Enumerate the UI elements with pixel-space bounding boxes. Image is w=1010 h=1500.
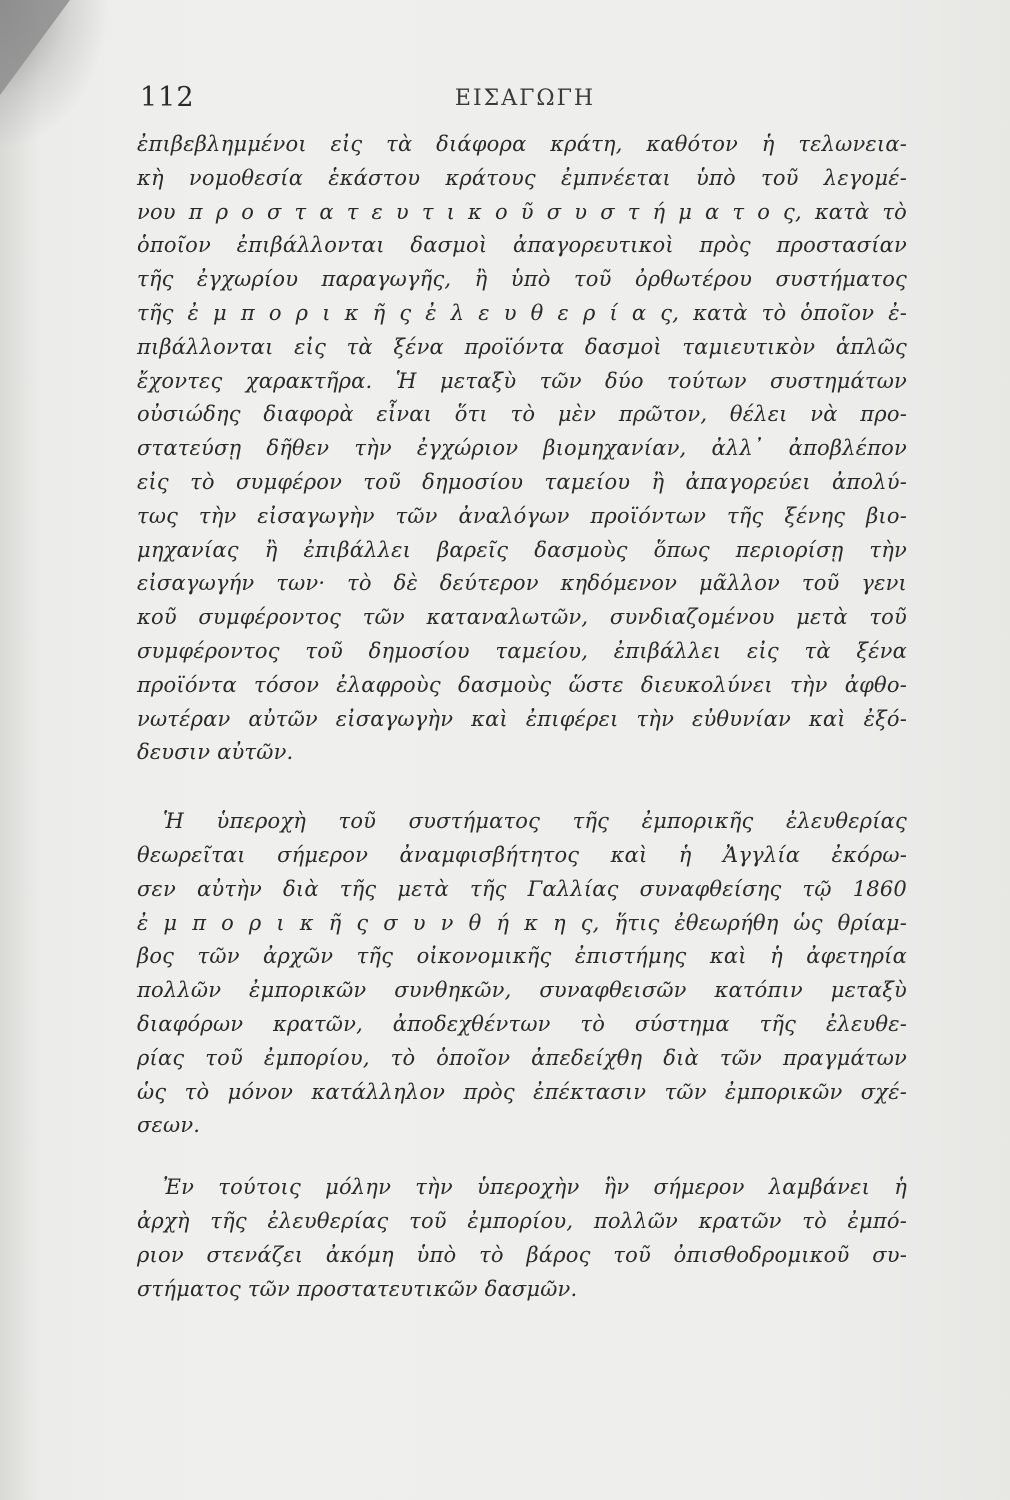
text-line: ἔχοντες χαρακτῆρα. Ἡ μεταξὺ τῶν δύο τούτων συστημάτων [137,368,907,393]
text-line: ὡς τὸ μόνον κατάλληλον πρὸς ἐπέκτασιν τῶν ἐμπορικῶν σχέ- [137,1079,907,1104]
text-line: ἐ μ π ο ρ ι κ ῆ ς σ υ ν θ ή κ η ς, ἥτις ἐθεωρήθη ὡς θρίαμ- [137,910,907,935]
text-line: εἰσαγωγήν των· τὸ δὲ δεύτερον κηδόμενον μᾶλλον τοῦ γενι [137,571,907,596]
text-line: στήματος τῶν προστατευτικῶν δασμῶν. [137,1276,578,1301]
text-line: προϊόντα τόσον ἐλαφροὺς δασμοὺς ὥστε διευκολύνει τὴν ἀφθο- [137,672,907,697]
paragraph-3 [137,1171,907,1306]
body-text [137,128,907,1306]
running-title: ΕΙΣΑΓΩΓΗ [454,86,596,111]
text-line: πιβάλλονται εἰς τὰ ξένα προϊόντα δασμοὶ ταμιευτικὸν ἁπλῶς [137,334,907,359]
folded-corner [0,0,70,95]
text-line: ριον στενάζει ἀκόμη ὑπὸ τὸ βάρος τοῦ ὀπισθοδρομικοῦ συ- [137,1242,907,1267]
text-line: τῆς ἐ μ π ο ρ ι κ ῆ ς ἐ λ ε υ θ ε ρ ί α ς, κατὰ τὸ ὁποῖον ἐ- [137,300,907,325]
text-line: σεων. [137,1113,201,1138]
text-line: διαφόρων κρατῶν, ἀποδεχθέντων τὸ σύστημα τῆς ἐλευθε- [137,1011,907,1036]
text-line: μηχανίας ἢ ἐπιβάλλει βαρεῖς δασμοὺς ὅπως περιορίσῃ τὴν [137,537,907,562]
text-line: ἐπιβεβλημμένοι εἰς τὰ διάφορα κράτη, καθότον ἡ τελωνεια- [137,132,907,156]
text-line: Ἡ ὑπεροχὴ τοῦ συστήματος τῆς ἐμπορικῆς ἐλευθερίας [163,809,907,834]
text-line: θεωρεῖται σήμερον ἀναμφισβήτητος καὶ ἡ Ἀγγλία ἐκόρω- [137,842,907,867]
page-number: 112 [140,82,195,113]
text-line: σεν αὐτὴν διὰ τῆς μετὰ τῆς Γαλλίας συναφθείσης τῷ 1860 [137,876,907,901]
text-line: τῆς ἐγχωρίου παραγωγῆς, ἢ ὑπὸ τοῦ ὀρθωτέρου συστήματος [137,267,907,292]
text-line: πολλῶν ἐμπορικῶν συνθηκῶν, συναφθεισῶν κατόπιν μεταξὺ [137,978,907,1003]
text-line: εἰς τὸ συμφέρον τοῦ δημοσίου ταμείου ἢ ἀπαγορεύει ἀπολύ- [137,469,907,494]
text-line: ρίας τοῦ ἐμπορίου, τὸ ὁποῖον ἀπεδείχθη διὰ τῶν πραγμάτων [137,1045,907,1070]
text-line: νωτέραν αὐτῶν εἰσαγωγὴν καὶ ἐπιφέρει τὴν εὐθυνίαν καὶ ἐξό- [137,706,907,731]
text-line: ὁποῖον ἐπιβάλλονται δασμοὶ ἀπαγορευτικοὶ πρὸς προστασίαν [137,233,907,258]
text-line: κὴ νομοθεσία ἑκάστου κράτους ἐμπνέεται ὑπὸ τοῦ λεγομέ- [137,165,907,190]
text-line: συμφέροντος τοῦ δημοσίου ταμείου, ἐπιβάλλει εἰς τὰ ξένα [137,638,907,663]
text-line: οὐσιώδης διαφορὰ εἶναι ὅτι τὸ μὲν πρῶτον, θέλει νὰ προ- [137,402,907,427]
text-line: Ἐν τούτοις μόλην τὴν ὑπεροχὴν ἣν σήμερον λαμβάνει ἡ [163,1175,907,1200]
text-line: ἀρχὴ τῆς ἐλευθερίας τοῦ ἐμπορίου, πολλῶν κρατῶν τὸ ἐμπό- [137,1208,907,1233]
text-line: δευσιν αὐτῶν. [137,740,294,765]
paragraph-gap [137,1143,907,1171]
text-line: τως τὴν εἰσαγωγὴν τῶν ἀναλόγων προϊόντων τῆς ξένης βιο- [137,503,907,528]
paragraph-gap [137,770,907,805]
text-line: στατεύσῃ δῆθεν τὴν ἐγχώριον βιομηχανίαν, ἀλλ᾽ ἀποβλέπον [137,436,907,461]
paragraph-1 [137,128,907,770]
text-line: βος τῶν ἀρχῶν τῆς οἰκονομικῆς ἐπιστήμης καὶ ἡ ἀφετηρία [137,944,907,969]
page-header [140,82,910,122]
text-line: κοῦ συμφέροντος τῶν καταναλωτῶν, συνδιαζομένου μετὰ τοῦ [137,605,907,630]
text-line: νου π ρ ο σ τ α τ ε υ τ ι κ ο ῦ σ υ σ τ ή μ α τ ο ς, κατὰ τὸ [137,199,907,224]
paragraph-2 [137,805,907,1143]
